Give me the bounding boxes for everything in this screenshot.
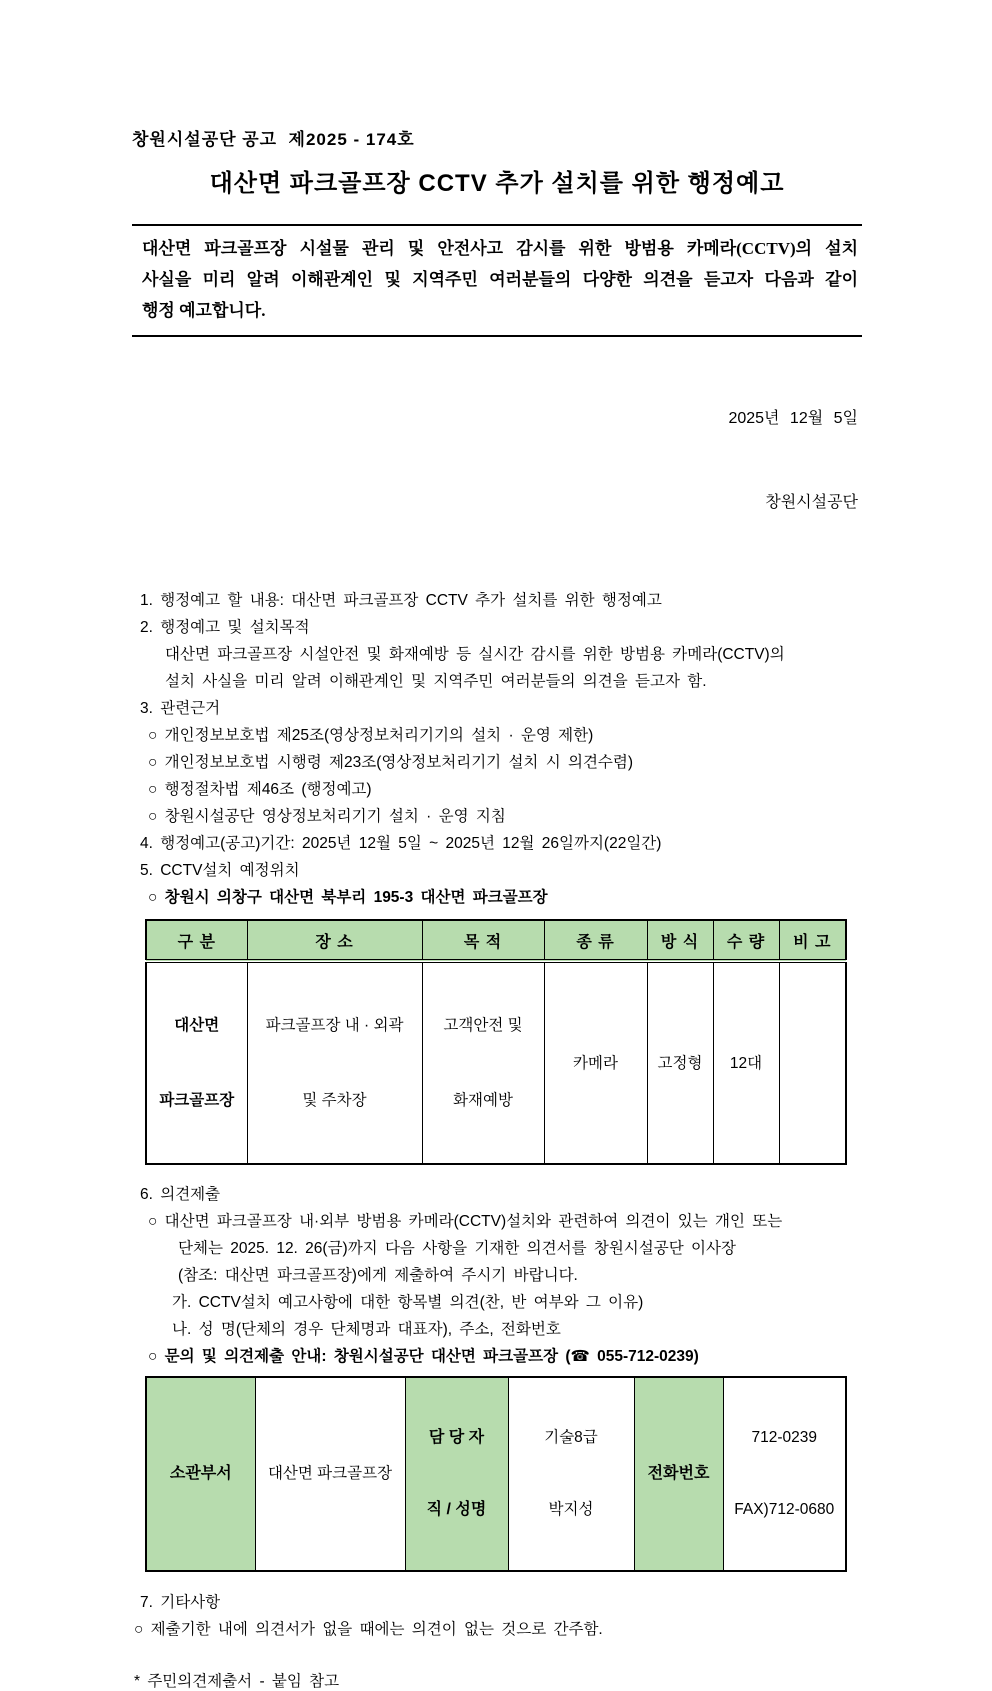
attachment-note: * 주민의견제출서 - 붙임 참고: [134, 1673, 340, 1690]
cell-quantity: 12대: [713, 961, 779, 1164]
cctv-table: [145, 919, 847, 1165]
misc-section: [132, 1589, 862, 1643]
intro-line: 사실을 미리 알려 이해관계인 및 지역주민 여러분들의 다양한 의견을 듣고자 다음과 같이: [142, 270, 858, 289]
dept-label-cell: 소관부서: [146, 1377, 255, 1571]
header-cell-method: 방 식: [647, 920, 713, 961]
opinion-section: [132, 1181, 862, 1370]
manager-value-cell: [508, 1377, 634, 1571]
contact-table: [145, 1376, 847, 1572]
cell-line: 712-0239: [751, 1429, 817, 1446]
cell-line: 박지성: [548, 1501, 594, 1518]
cell-line: 파크골프장 내 · 외곽: [265, 1017, 404, 1034]
header-cell-purpose: 목 적: [422, 920, 544, 961]
body-line: 설치 사실을 미리 알려 이해관계인 및 지역주민 여러분들의 의견을 듣고자 함.: [165, 673, 707, 690]
body-line: 3. 관련근거: [140, 700, 221, 717]
cctv-table-data-row: [146, 961, 846, 1164]
header-cell-category: 구 분: [146, 920, 247, 961]
cell-note: [779, 961, 846, 1164]
body-line: ○ 개인정보보호법 제25조(영상정보처리기기의 설치 · 운영 제한): [148, 727, 594, 744]
body-line: ○ 제출기한 내에 의견서가 없을 때에는 의견이 없는 것으로 간주함.: [134, 1621, 603, 1638]
cell-line: 기술8급: [544, 1429, 598, 1446]
cell-location: [247, 961, 422, 1164]
cell-purpose: [422, 961, 544, 1164]
phone-label-cell: 전화번호: [634, 1377, 723, 1571]
body-line: ○ 창원시설공단 영상정보처리기기 설치 · 운영 지침: [148, 808, 506, 825]
notice-org: 창원시설공단: [765, 494, 858, 511]
body-line: 대산면 파크골프장 시설안전 및 화재예방 등 실시간 감시를 위한 방범용 카메라(CCTV)의: [165, 646, 785, 663]
phone-value-cell: [723, 1377, 846, 1571]
notice-date: 2025년 12월 5일: [728, 410, 858, 427]
header-cell-location: 장 소: [247, 920, 422, 961]
body-line: 7. 기타사항: [140, 1594, 221, 1611]
body-line: 가. CCTV설치 예고사항에 대한 항목별 의견(찬, 반 여부와 그 이유): [172, 1294, 644, 1311]
body-line: 4. 행정예고(공고)기간: 2025년 12월 5일 ~ 2025년 12월 26일까지(22일간): [140, 835, 662, 852]
body-line: ○ 대산면 파크골프장 내·외부 방범용 카메라(CCTV)설치와 관련하여 의견이 있는 개인 또는: [148, 1213, 783, 1230]
body-line: 1. 행정예고 할 내용: 대산면 파크골프장 CCTV 추가 설치를 위한 행정예고: [140, 592, 662, 609]
cell-kind: 카메라: [544, 961, 647, 1164]
body-line: ○ 행정절차법 제46조 (행정예고): [148, 781, 372, 798]
doc-number: 창원시설공단 공고 제2025 - 174호: [132, 130, 415, 149]
cell-line: 대산면: [174, 1017, 220, 1034]
body-line: 나. 성 명(단체의 경우 단체명과 대표자), 주소, 전화번호: [172, 1321, 561, 1338]
intro-line: 대산면 파크골프장 시설물 관리 및 안전사고 감시를 위한 방범용 카메라(CCTV)의 설치: [142, 239, 858, 258]
cell-line: 담 당 자: [428, 1429, 485, 1446]
dateline: [132, 349, 862, 573]
cell-line: 직 / 성명: [426, 1501, 487, 1518]
body-list: [132, 587, 862, 911]
intro-paragraph: [132, 224, 862, 337]
cell-line: 파크골프장: [159, 1092, 235, 1109]
cctv-location-line: ○ 창원시 의창구 대산면 북부리 195-3 대산면 파크골프장: [148, 889, 548, 906]
cell-line: FAX)712-0680: [734, 1501, 835, 1518]
body-line: (참조: 대산면 파크골프장)에게 제출하여 주시기 바랍니다.: [178, 1267, 578, 1284]
contact-table-row: [146, 1377, 846, 1571]
intro-line: 행정 예고합니다.: [142, 301, 266, 320]
body-line: ○ 개인정보보호법 시행령 제23조(영상정보처리기기 설치 시 의견수렴): [148, 754, 634, 771]
cell-method: 고정형: [647, 961, 713, 1164]
contact-info-line: ○ 문의 및 의견제출 안내: 창원시설공단 대산면 파크골프장 (☎ 055-712-0239): [148, 1348, 699, 1365]
header-cell-kind: 종 류: [544, 920, 647, 961]
body-line: 단체는 2025. 12. 26(금)까지 다음 사항을 기재한 의견서를 창원시설공단 이사장: [178, 1240, 736, 1257]
page-title: 대산면 파크골프장 CCTV 추가 설치를 위한 행정예고: [209, 170, 785, 197]
cctv-table-header-row: [146, 920, 846, 961]
cell-line: 화재예방: [453, 1092, 513, 1109]
header-cell-quantity: 수 량: [713, 920, 779, 961]
cell-line: 고객안전 및: [443, 1017, 523, 1034]
body-line: 6. 의견제출: [140, 1186, 221, 1203]
cell-line: 및 주차장: [302, 1092, 367, 1109]
body-line: 2. 행정예고 및 설치목적: [140, 619, 310, 636]
header-cell-note: 비 고: [779, 920, 846, 961]
dept-value-cell: 대산면 파크골프장: [255, 1377, 405, 1571]
manager-label-cell: [405, 1377, 508, 1571]
body-line: 5. CCTV설치 예정위치: [140, 862, 300, 879]
cell-category: [146, 961, 247, 1164]
